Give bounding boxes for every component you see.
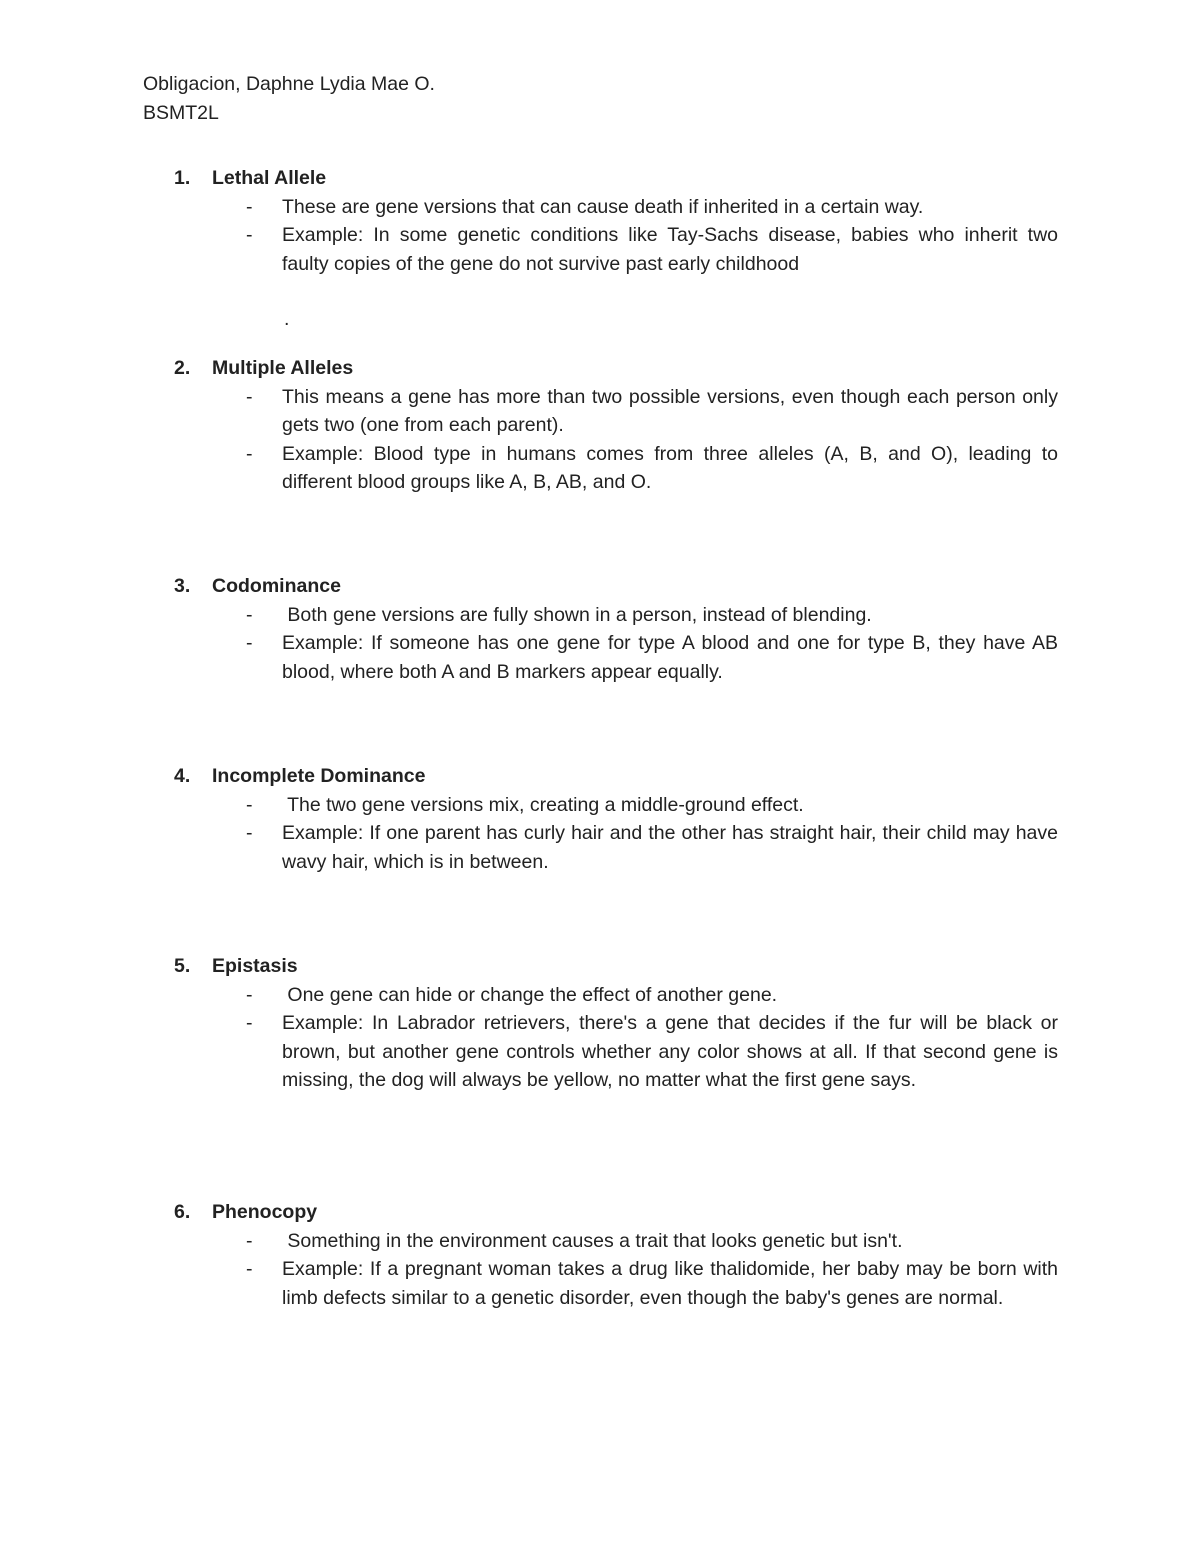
document-header — [143, 70, 435, 128]
section-title-text: Incomplete Dominance — [212, 765, 426, 787]
section-title-text: Phenocopy — [212, 1201, 318, 1223]
list-item — [246, 601, 1058, 630]
list-item-text: Example: If one parent has curly hair and the other has straight hair, their child may have wavy hair, which is in between. — [282, 822, 1058, 873]
list-item-text: Both gene versions are fully shown in a person, instead of blending. — [282, 603, 872, 626]
student-name: Obligacion, Daphne Lydia Mae O. — [143, 73, 435, 95]
list-item-text: Example: If a pregnant woman takes a drug like thalidomide, her baby may be born with limb defects similar to a genetic disorder, even though the baby's genes are normal. — [282, 1258, 1058, 1309]
list-item-text: Example: In some genetic conditions like Tay-Sachs disease, babies who inherit two faulty copies of the gene do not survive past early childhood — [282, 224, 1058, 275]
dash-marker: - — [246, 442, 253, 465]
list-item-text: This means a gene has more than two possible versions, even though each person only gets two (one from each parent). — [282, 385, 1058, 437]
section-number: 3. — [174, 575, 191, 597]
list-item — [246, 819, 1058, 876]
dash-marker: - — [246, 1229, 253, 1252]
section-number: 4. — [174, 765, 191, 787]
list-item — [246, 629, 1058, 686]
list-item-text: These are gene versions that can cause death if inherited in a certain way. — [282, 195, 924, 218]
section-title — [174, 762, 425, 791]
section-title — [174, 952, 298, 981]
stray-period: . — [284, 308, 290, 330]
list-item-text: Example: In Labrador retrievers, there's a gene that decides if the fur will be black or brown, but another gene controls whether any color shows at all. If that second gene is missing, the dog will always be yellow, no matter what the first gene says. — [282, 1012, 1058, 1092]
section-title-text: Codominance — [212, 575, 341, 597]
list-item — [246, 791, 1058, 820]
dash-marker: - — [246, 195, 253, 218]
list-item — [246, 1227, 1058, 1256]
section-title — [174, 1198, 317, 1227]
dash-marker: - — [246, 603, 253, 626]
section-title-text: Multiple Alleles — [212, 357, 354, 379]
dash-marker: - — [246, 1258, 253, 1281]
dash-marker: - — [246, 1012, 253, 1035]
list-item — [246, 193, 1058, 222]
section-number: 1. — [174, 167, 191, 189]
list-item — [246, 383, 1058, 440]
section-number: 6. — [174, 1201, 191, 1223]
section-number: 2. — [174, 357, 191, 379]
bullet-list — [246, 791, 1058, 877]
bullet-list — [246, 193, 1058, 279]
bullet-list — [246, 601, 1058, 687]
list-item — [246, 1255, 1058, 1312]
list-item-text: The two gene versions mix, creating a middle-ground effect. — [282, 793, 804, 816]
section-title — [174, 572, 341, 601]
list-item-text: One gene can hide or change the effect of another gene. — [282, 983, 778, 1006]
list-item — [246, 1009, 1058, 1095]
section-number: 5. — [174, 955, 191, 977]
list-item — [246, 221, 1058, 278]
student-section: BSMT2L — [143, 102, 219, 124]
list-item-text: Example: If someone has one gene for type A blood and one for type B, they have AB blood, where both A and B markers appear equally. — [282, 632, 1058, 683]
list-item — [246, 981, 1058, 1010]
dash-marker: - — [246, 224, 253, 247]
section-title — [174, 164, 326, 193]
list-item-text: Something in the environment causes a trait that looks genetic but isn't. — [282, 1229, 903, 1252]
section-title-text: Lethal Allele — [212, 167, 327, 189]
bullet-list — [246, 1227, 1058, 1313]
dash-marker: - — [246, 822, 253, 845]
dash-marker: - — [246, 983, 253, 1006]
dash-marker: - — [246, 385, 253, 408]
dash-marker: - — [246, 793, 253, 816]
list-item — [246, 440, 1058, 497]
list-item-text: Example: Blood type in humans comes from three alleles (A, B, and O), leading to different blood groups like A, B, AB, and O. — [282, 442, 1058, 494]
section-title — [174, 354, 353, 383]
bullet-list — [246, 383, 1058, 497]
section-title-text: Epistasis — [212, 955, 298, 977]
dash-marker: - — [246, 632, 253, 655]
bullet-list — [246, 981, 1058, 1095]
